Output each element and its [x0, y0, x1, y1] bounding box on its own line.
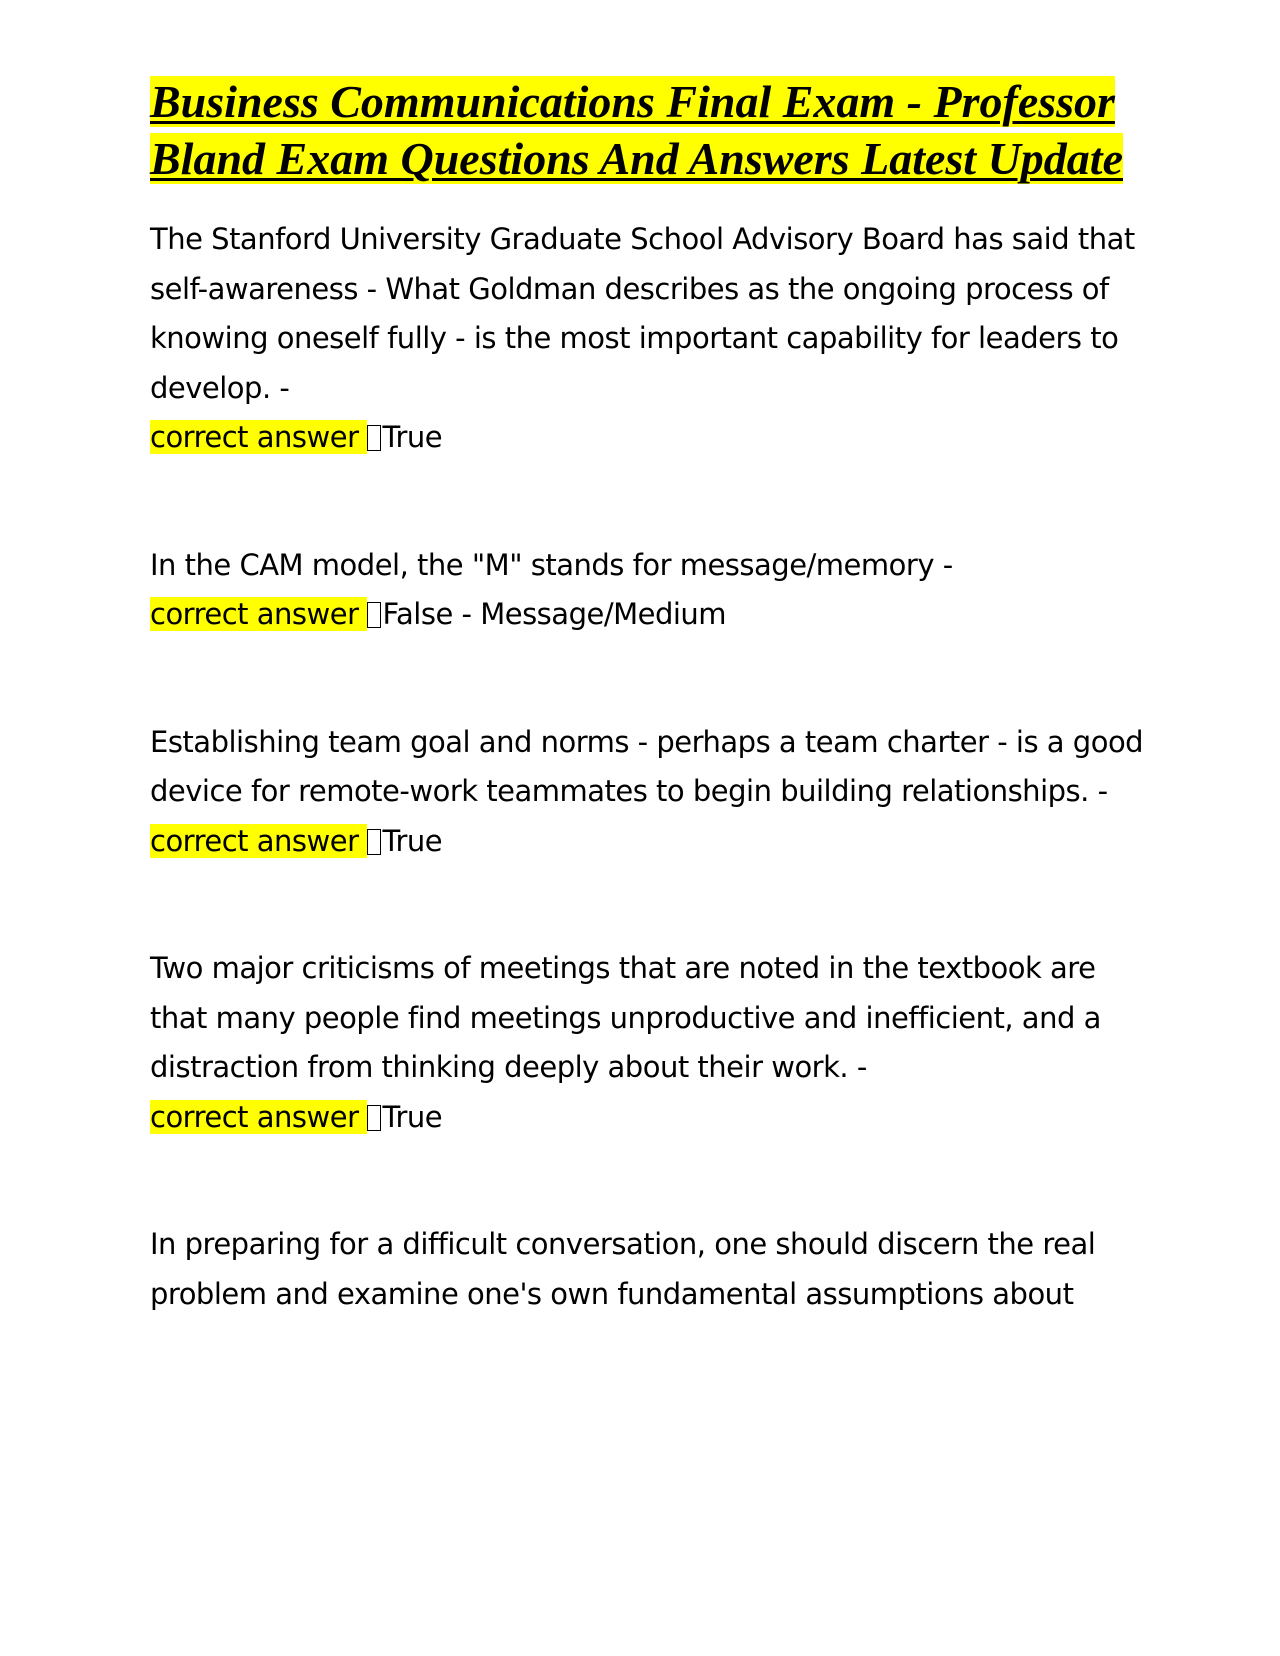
missing-glyph-icon: [367, 829, 381, 855]
answer-value: True: [382, 1099, 443, 1134]
missing-glyph-icon: [367, 1105, 381, 1131]
answer-line: [150, 1093, 1150, 1143]
question-block-5: [150, 1220, 1150, 1319]
document-title-text: Business Communications Final Exam - Professor Bland Exam Questions And Answers Latest Update: [150, 76, 1123, 184]
answer-line: [150, 817, 1150, 867]
document-title: [150, 73, 1150, 187]
answer-value: False - Message/Medium: [382, 597, 727, 631]
question-text: In preparing for a difficult conversation, one should discern the real problem and examine one's own fundamental assumptions about: [150, 1227, 1096, 1311]
answer-label: correct answer: [150, 420, 367, 454]
question-text: Two major criticisms of meetings that are noted in the textbook are that many people find meetings unproductive and inefficient, and a distraction from thinking deeply about their work. -: [150, 951, 1101, 1084]
document-page: [150, 73, 1150, 1319]
answer-value: True: [382, 823, 443, 858]
answer-label: correct answer: [150, 597, 367, 631]
answer-line: [150, 413, 1150, 463]
question-block-3: [150, 718, 1150, 867]
question-text: In the CAM model, the "M" stands for message/memory -: [150, 547, 953, 582]
questions-list: [150, 215, 1150, 1319]
question-block-2: [150, 541, 1150, 640]
answer-value: True: [382, 420, 443, 454]
question-text: The Stanford University Graduate School Advisory Board has said that self-awareness - What Goldman describes as the ongoing process of knowing oneself fully - is the most important capability for leaders to develop. -: [150, 222, 1135, 405]
missing-glyph-icon: [367, 425, 381, 451]
question-text: Establishing team goal and norms - perhaps a team charter - is a good device for remote-work teammates to begin building relationships. -: [150, 724, 1144, 808]
answer-label: correct answer: [150, 1100, 367, 1134]
question-block-1: [150, 215, 1150, 463]
answer-label: correct answer: [150, 824, 367, 858]
question-block-4: [150, 944, 1150, 1142]
answer-line: [150, 590, 1150, 640]
missing-glyph-icon: [367, 602, 381, 628]
